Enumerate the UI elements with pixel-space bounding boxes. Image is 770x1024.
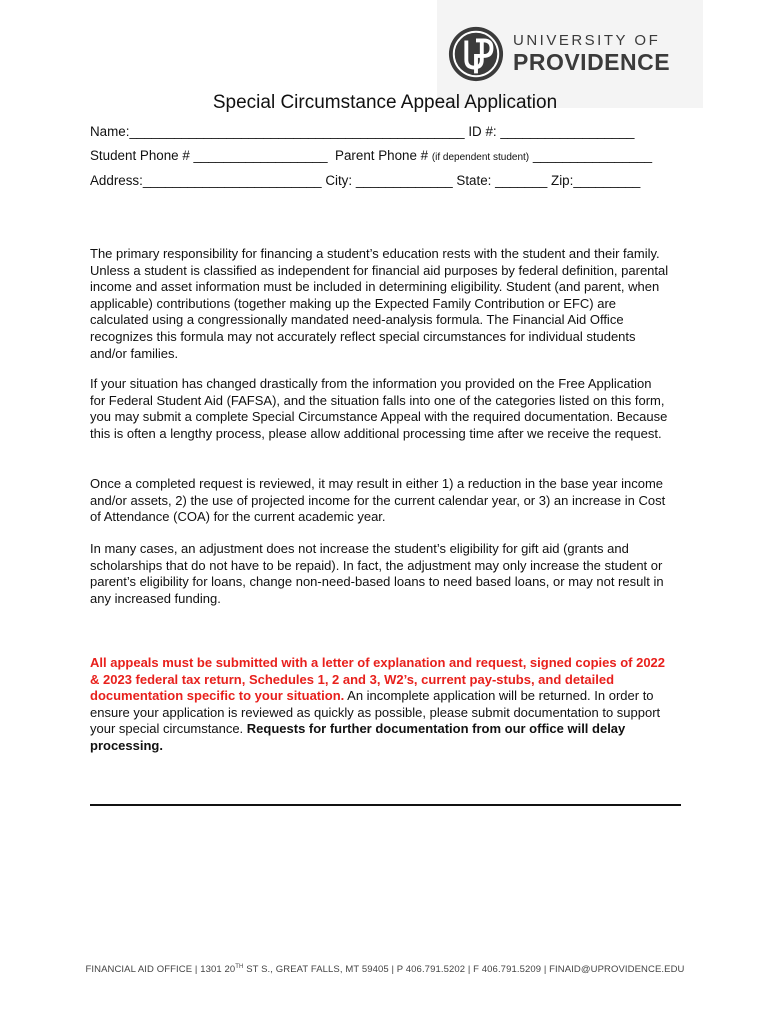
logo-line-university-of: UNIVERSITY OF — [513, 32, 661, 49]
page-title: Special Circumstance Appeal Application — [212, 92, 558, 113]
signature-divider — [90, 804, 681, 806]
university-seal-icon — [447, 25, 505, 83]
id-label: ID #: — [468, 124, 497, 139]
paragraph-responsibility: The primary responsibility for financing a student’s education rests with the student and their family. Unless a student is classified as independent for financial aid purposes by federal definition, parental income and asset information must be included in determining eligibility. Student (and parent, when applicable) contributions (together making up the Expected Family Contribution or EFC) are calculated using a congressionally mandated need-analysis formula. The Financial Aid Office recognizes this formula may not accurately reflect special circumstances for individual students and/or families. — [90, 246, 669, 361]
logo-line-providence: PROVIDENCE — [513, 49, 671, 75]
city-label: City: — [325, 173, 353, 188]
paragraph-situation-changed: If your situation has changed drastically from the information you provided on the Free Application for Federal Student Aid (FAFSA), and the situation falls into one of the categories listed on this form, you may submit a complete Special Circumstance Appeal with the required documentation. Because this is often a lengthy process, please allow additional processing time after we receive the request. — [90, 376, 668, 441]
phone-line — [90, 148, 680, 163]
id-field[interactable]: __________________ — [500, 124, 635, 139]
paragraph-adjustment: In many cases, an adjustment does not increase the student’s eligibility for gift aid (grants and scholarships that do not have to be repaid). In fact, the adjustment may only increase the student or parent’s eligibility for loans, change non-need-based loans to need based loans, or may not result in any increased funding. — [90, 541, 664, 606]
name-id-line — [90, 124, 680, 139]
required-documents-notice: All appeals must be submitted with a letter of explanation and request, signed copies of 2022 & 2023 federal tax return, Schedules 1, 2 and 3, W2’s, current pay-stubs, and detailed documentation specific to your situation. — [90, 655, 666, 704]
footer-ordinal-suffix: TH — [235, 963, 244, 970]
state-field[interactable]: _______ — [495, 173, 548, 188]
incomplete-application-note: An incomplete application will be returned. In order to ensure your application is reviewed as quickly as possible, please submit documentation to support your special circumstance. — [90, 688, 661, 737]
name-field[interactable]: _____________________________________________ — [129, 124, 465, 139]
zip-field[interactable]: _________ — [573, 173, 641, 188]
parent-phone-field[interactable]: ________________ — [532, 148, 653, 163]
student-phone-field[interactable]: __________________ — [193, 148, 328, 163]
zip-label: Zip: — [551, 173, 574, 188]
address-line — [90, 173, 680, 188]
footer-contact-info — [0, 964, 770, 975]
address-label: Address: — [90, 173, 143, 188]
footer-address-start: FINANCIAL AID OFFICE | 1301 20 — [85, 964, 236, 975]
city-field[interactable]: _____________ — [355, 173, 453, 188]
parent-phone-label: Parent Phone # — [335, 148, 429, 163]
student-phone-label: Student Phone # — [90, 148, 190, 163]
name-label: Name: — [90, 124, 130, 139]
paragraph-review-result: Once a completed request is reviewed, it may result in either 1) a reduction in the base year income and/or assets, 2) the use of projected income for the current calendar year, or 3) an increase in Cost of Attendance (COA) for the current academic year. — [90, 476, 666, 525]
parent-phone-note: (if dependent student) — [431, 152, 530, 163]
footer-address-end: ST S., GREAT FALLS, MT 59405 | P 406.791.5202 | F 406.791.5209 | FINAID@UPROVIDENCE.EDU — [243, 964, 685, 975]
delay-processing-note: Requests for further documentation from our office will delay processing. — [90, 721, 626, 753]
state-label: State: — [456, 173, 492, 188]
address-field[interactable]: ________________________ — [142, 173, 322, 188]
paragraph-submission-requirements — [90, 655, 670, 755]
